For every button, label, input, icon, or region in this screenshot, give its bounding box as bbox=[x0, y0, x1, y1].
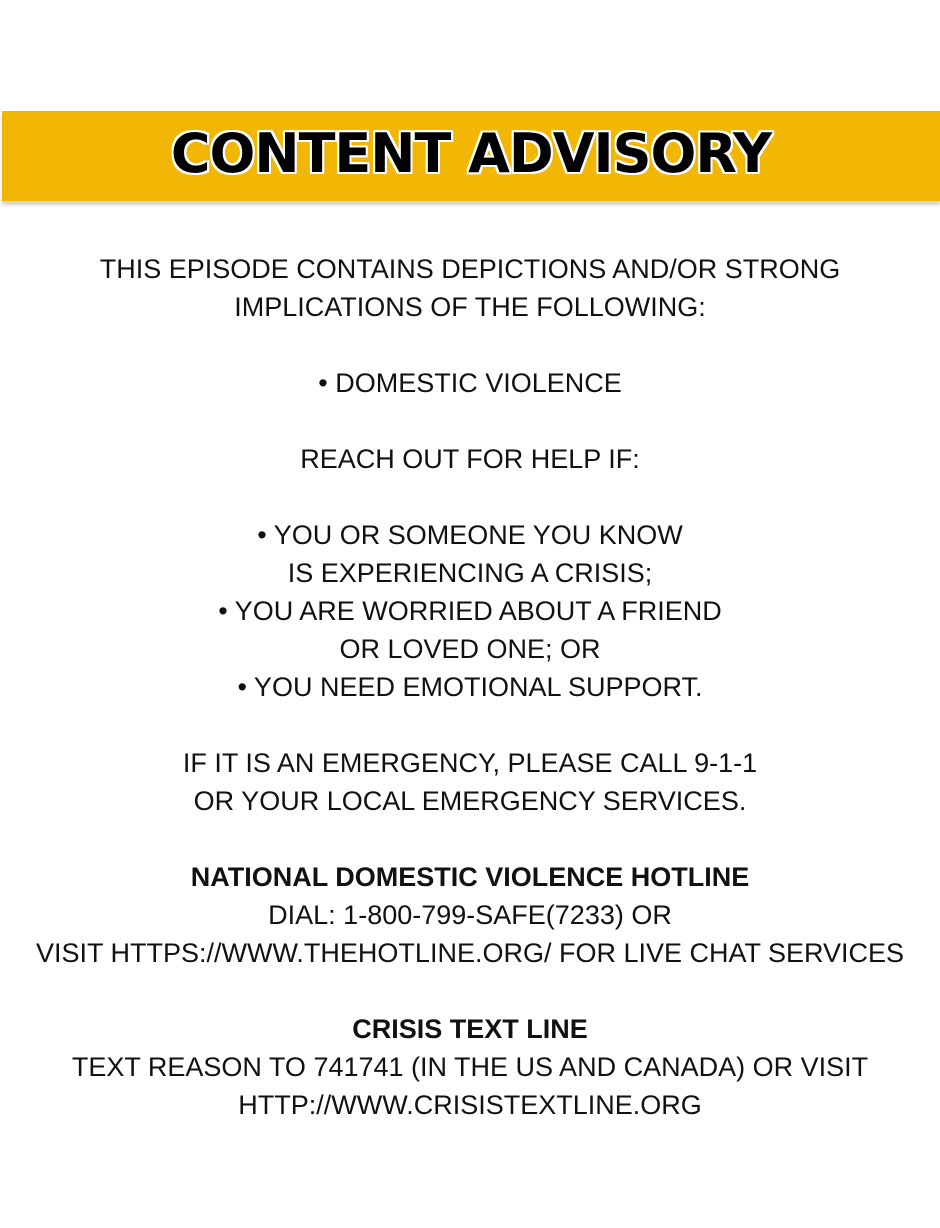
advisory-body bbox=[0, 250, 940, 1124]
help-line-5: • YOU NEED EMOTIONAL SUPPORT. bbox=[237, 672, 703, 702]
intro-line-1: THIS EPISODE CONTAINS DEPICTIONS AND/OR STRONG bbox=[99, 254, 841, 284]
spacer bbox=[0, 478, 940, 516]
spacer bbox=[0, 402, 940, 440]
hotline-visit-line: VISIT HTTPS://WWW.THEHOTLINE.ORG/ FOR LIVE CHAT SERVICES bbox=[35, 938, 905, 968]
spacer bbox=[0, 706, 940, 744]
advisory-banner bbox=[2, 111, 940, 201]
crisis-text-line-1: TEXT REASON TO 741741 (IN THE US AND CANADA) OR VISIT bbox=[71, 1052, 869, 1082]
emergency-line-2: OR YOUR LOCAL EMERGENCY SERVICES. bbox=[193, 786, 747, 816]
spacer bbox=[0, 820, 940, 858]
help-line-4: OR LOVED ONE; OR bbox=[339, 634, 601, 664]
help-line-1: • YOU OR SOMEONE YOU KNOW bbox=[257, 520, 683, 550]
topic-item: • DOMESTIC VIOLENCE bbox=[318, 368, 622, 398]
emergency-line-1: IF IT IS AN EMERGENCY, PLEASE CALL 9-1-1 bbox=[182, 748, 758, 778]
crisis-text-url: HTTP://WWW.CRISISTEXTLINE.ORG bbox=[238, 1090, 702, 1120]
crisis-text-title: CRISIS TEXT LINE bbox=[352, 1014, 588, 1044]
help-line-3: • YOU ARE WORRIED ABOUT A FRIEND bbox=[218, 596, 722, 626]
help-line-2: IS EXPERIENCING A CRISIS; bbox=[287, 558, 653, 588]
intro-line-2: IMPLICATIONS OF THE FOLLOWING: bbox=[234, 292, 706, 322]
spacer bbox=[0, 972, 940, 1010]
hotline-dial-line: DIAL: 1-800-799-SAFE(7233) OR bbox=[268, 900, 672, 930]
advisory-title: CONTENT ADVISORY bbox=[170, 121, 772, 185]
help-heading: REACH OUT FOR HELP IF: bbox=[300, 444, 640, 474]
hotline-title: NATIONAL DOMESTIC VIOLENCE HOTLINE bbox=[190, 862, 750, 892]
spacer bbox=[0, 326, 940, 364]
